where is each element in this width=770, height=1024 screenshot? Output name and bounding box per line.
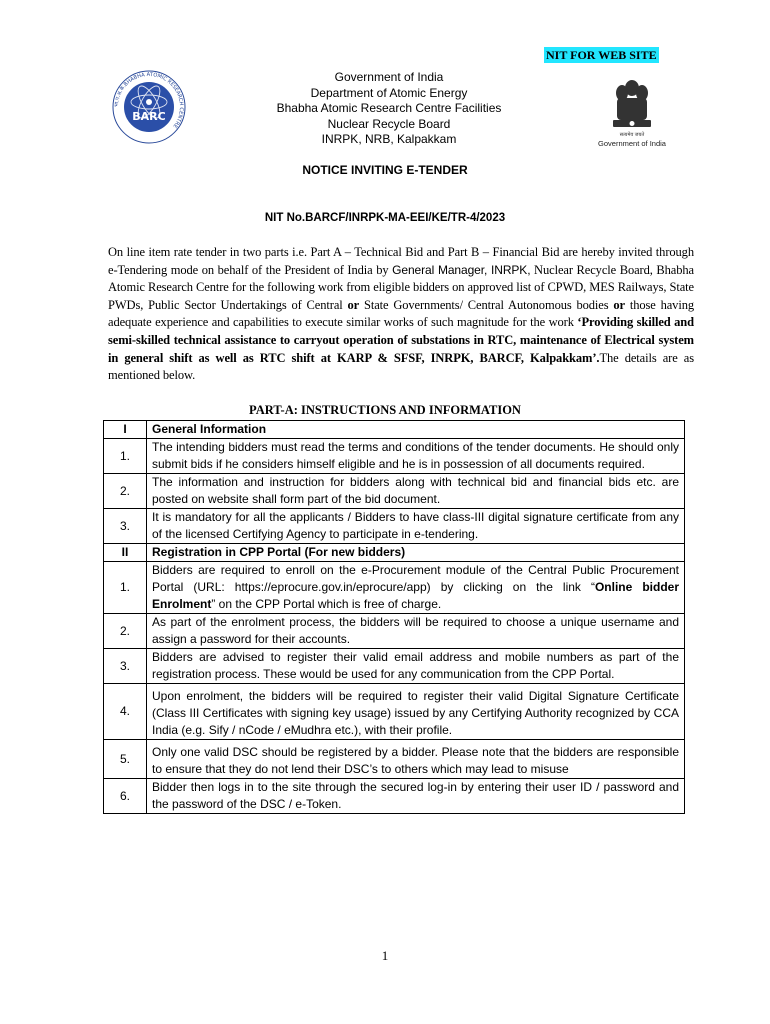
- emblem-motto: सत्यमेव जयते: [619, 132, 645, 138]
- section-number: II: [104, 544, 147, 562]
- item-text: The intending bidders must read the terms and conditions of the tender documents. He should only submit bids if he considers himself eligible and he is in possession of all documents required.: [147, 439, 685, 474]
- item-number: 3.: [104, 509, 147, 544]
- section-header-row: [104, 544, 685, 562]
- item-text: Bidders are required to enroll on the e-Procurement module of the Central Public Procurement Portal (URL: https://eprocure.gov.in/eprocure/app) by clicking on the link “Online bidder Enrolment” on the CPP Portal which is free of charge.: [147, 562, 685, 614]
- header-line-5: INRPK, NRB, Kalpakkam: [321, 132, 457, 146]
- table-row: [104, 474, 685, 509]
- nit-for-website-label: NIT FOR WEB SITE: [546, 48, 657, 62]
- logo-ring-text: भा.प.अ.के.BHABHA ATOMIC RESEARCH CENTRE: [113, 71, 185, 129]
- section-number: I: [104, 421, 147, 439]
- nit-number: NIT No.BARCF/INRPK-MA-EEI/KE/TR-4/2023: [264, 212, 506, 224]
- item-number: 2.: [104, 474, 147, 509]
- item-number: 5.: [104, 740, 147, 779]
- page-number: 1: [381, 948, 389, 963]
- section-header-row: [104, 421, 685, 439]
- section-title: Registration in CPP Portal (For new bidders): [147, 544, 685, 562]
- item-number: 3.: [104, 649, 147, 684]
- table-row: [104, 740, 685, 779]
- table-row: [104, 684, 685, 740]
- table-row: [104, 649, 685, 684]
- item-text: Bidders are advised to register their valid email address and mobile numbers as part of the registration process. These would be used for any communication from the CPP Portal.: [147, 649, 685, 684]
- item-text: The information and instruction for bidders along with technical bid and financial bids etc. are posted on website shall form part of the bid document.: [147, 474, 685, 509]
- table-row: [104, 562, 685, 614]
- letterhead: [250, 70, 528, 148]
- logo-text: BARC: [132, 110, 166, 123]
- item-number: 4.: [104, 684, 147, 740]
- barc-logo: [112, 70, 186, 144]
- header-line-1: Government of India: [334, 70, 444, 84]
- national-emblem-icon: [597, 76, 667, 151]
- table-row: [104, 509, 685, 544]
- item-text: Upon enrolment, the bidders will be required to register their valid Digital Signature Certificate (Class III Certificates with signing key usage) issued by any Certifying Authority recognized by CCA India (e.g. Sify / nCode / eMudhra etc.), with their profile.: [147, 684, 685, 740]
- section-title: General Information: [147, 421, 685, 439]
- header-line-2: Department of Atomic Energy: [310, 85, 468, 100]
- table-row: [104, 439, 685, 474]
- item-text: Only one valid DSC should be registered by a bidder. Please note that the bidders are responsible to ensure that they do not lend their DSC’s to others which may lead to misuse: [147, 740, 685, 779]
- item-text: As part of the enrolment process, the bidders will be required to choose a unique username and assign a password for their accounts.: [147, 614, 685, 649]
- table-row: [104, 779, 685, 814]
- item-text: It is mandatory for all the applicants / Bidders to have class-III digital signature certificate from any of the licensed Certifying Agency to participate in e-tendering.: [147, 509, 685, 544]
- header-line-4: Nuclear Recycle Board: [327, 116, 451, 131]
- item-number: 1.: [104, 562, 147, 614]
- table-row: [104, 614, 685, 649]
- header-line-3: Bhabha Atomic Research Centre Facilities: [276, 101, 502, 115]
- item-number: 6.: [104, 779, 147, 814]
- item-number: 1.: [104, 439, 147, 474]
- item-text: Bidder then logs in to the site through the secured log-in by entering their user ID / password and the password of the DSC / e-Token.: [147, 779, 685, 814]
- item-number: 2.: [104, 614, 147, 649]
- notice-title: NOTICE INVITING E-TENDER: [302, 163, 468, 177]
- instructions-table: [103, 420, 685, 814]
- part-a-title: PART-A: INSTRUCTIONS AND INFORMATION: [249, 403, 521, 417]
- intro-paragraph: On line item rate tender in two parts i.e. Part A – Technical Bid and Part B – Financial Bid are hereby invited through e-Tendering mode on behalf of the President of India by General Manager, INRPK, Nuclear Recycle Board, Bhabha Atomic Research Centre for the following work from eligible bidders on approved list of CPWD, MES Railways, State PWDs, Public Sector Undertakings of Central or State Governments/ Central Autonomous bodies or those having adequate experience and capabilities to execute similar works of such magnitude for the work ‘Providing skilled and semi-skilled technical assistance to carryout operation of substations in RTC, maintenance of Electrical system in general shift as well as RTC shift at KARP & SFSF, INRPK, BARCF, Kalpakkam’.The details are as mentioned below.: [108, 245, 695, 383]
- emblem-caption: Government of India: [598, 139, 666, 148]
